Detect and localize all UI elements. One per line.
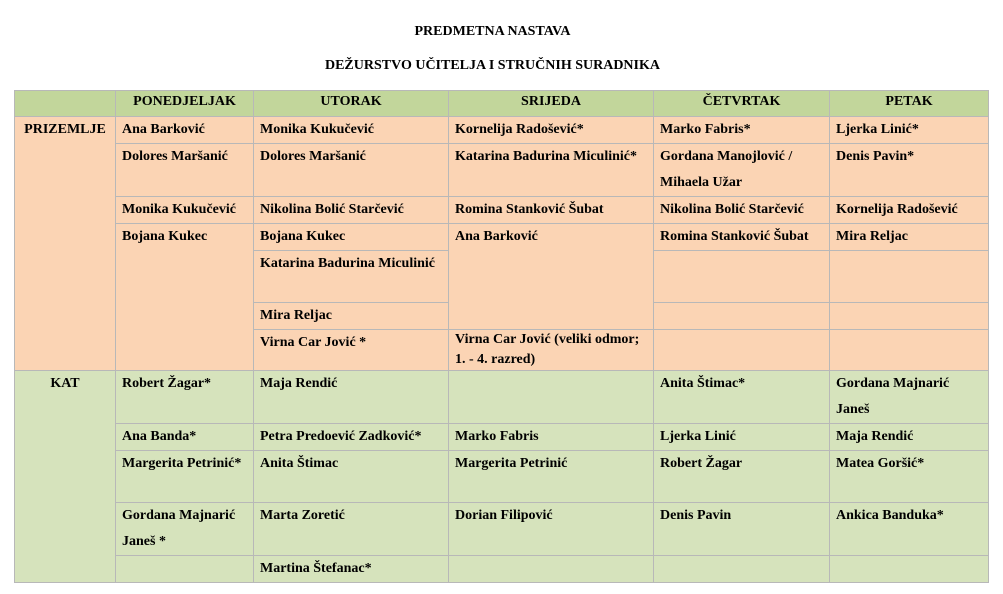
table-cell: Gordana Majnarić Janeš * — [116, 503, 254, 556]
table-row — [15, 503, 989, 556]
table-row — [15, 117, 989, 144]
table-cell: Virna Car Jović (veliki odmor; 1. - 4. razred) — [449, 330, 654, 371]
table-cell: Gordana Majnarić Janeš — [830, 371, 989, 424]
table-cell: Marta Zoretić — [254, 503, 449, 556]
row-header-kat: KAT — [15, 371, 116, 583]
table-cell-empty — [654, 556, 830, 583]
table-cell: Bojana Kukec — [116, 224, 254, 371]
table-cell: Petra Predoević Zadković* — [254, 424, 449, 451]
table-header-row — [15, 91, 989, 117]
table-cell: Ankica Banduka* — [830, 503, 989, 556]
table-cell-empty — [654, 303, 830, 330]
table-cell-empty — [654, 251, 830, 303]
table-row — [15, 197, 989, 224]
table-cell: Margerita Petrinić* — [116, 451, 254, 503]
table-cell: Maja Rendić — [254, 371, 449, 424]
table-cell: Anita Štimac — [254, 451, 449, 503]
table-cell — [449, 371, 654, 424]
table-cell: Denis Pavin — [654, 503, 830, 556]
table-cell: Romina Stanković Šubat — [449, 197, 654, 224]
page-subtitle: DEŽURSTVO UČITELJA I STRUČNIH SURADNIKA — [324, 58, 660, 73]
table-cell-empty — [830, 556, 989, 583]
table-cell: Ana Barković — [116, 117, 254, 144]
column-header-empty — [15, 91, 116, 117]
table-cell: Marko Fabris — [449, 424, 654, 451]
table-cell: Virna Car Jović * — [254, 330, 449, 371]
column-header-utorak: UTORAK — [254, 91, 449, 117]
table-cell: Marko Fabris* — [654, 117, 830, 144]
table-cell: Gordana Manojlović / Mihaela Užar — [654, 144, 830, 197]
table-cell: Mira Reljac — [254, 303, 449, 330]
column-header-ponedjeljak: PONEDJELJAK — [116, 91, 254, 117]
row-header-prizemlje: PRIZEMLJE — [15, 117, 116, 371]
table-cell-empty — [654, 330, 830, 371]
page-title: PREDMETNA NASTAVA — [414, 24, 571, 39]
table-cell: Ana Banda* — [116, 424, 254, 451]
table-cell: Robert Žagar* — [116, 371, 254, 424]
column-header-petak: PETAK — [830, 91, 989, 117]
table-cell: Kornelija Radošević* — [449, 117, 654, 144]
table-cell: Bojana Kukec — [254, 224, 449, 251]
table-cell-empty — [449, 556, 654, 583]
table-cell: Dolores Maršanić — [116, 144, 254, 197]
table-cell: Anita Štimac* — [654, 371, 830, 424]
table-cell-empty — [830, 251, 989, 303]
table-cell: Margerita Petrinić — [449, 451, 654, 503]
table-cell-empty — [830, 303, 989, 330]
table-row — [15, 451, 989, 503]
table-cell: Maja Rendić — [830, 424, 989, 451]
table-cell: Robert Žagar — [654, 451, 830, 503]
table-cell: Denis Pavin* — [830, 144, 989, 197]
table-cell: Nikolina Bolić Starčević — [254, 197, 449, 224]
table-row — [15, 556, 989, 583]
table-cell: Ljerka Linić* — [830, 117, 989, 144]
table-row — [15, 144, 989, 197]
table-cell: Matea Goršić* — [830, 451, 989, 503]
table-row — [15, 424, 989, 451]
table-row — [15, 224, 989, 251]
table-cell: Monika Kukučević — [116, 197, 254, 224]
table-cell: Ljerka Linić — [654, 424, 830, 451]
table-cell: Mira Reljac — [830, 224, 989, 251]
table-cell: Dolores Maršanić — [254, 144, 449, 197]
table-cell: Katarina Badurina Miculinić — [254, 251, 449, 303]
table-cell-empty — [116, 556, 254, 583]
table-cell: Martina Štefanac* — [254, 556, 449, 583]
table-row — [15, 371, 989, 424]
column-header-cetvrtak: ČETVRTAK — [654, 91, 830, 117]
table-cell-empty — [830, 330, 989, 371]
table-cell: Monika Kukučević — [254, 117, 449, 144]
table-cell: Dorian Filipović — [449, 503, 654, 556]
table-cell: Ana Barković — [449, 224, 654, 330]
duty-schedule-table — [14, 90, 989, 583]
table-cell: Romina Stanković Šubat — [654, 224, 830, 251]
table-cell: Nikolina Bolić Starčević — [654, 197, 830, 224]
table-cell: Katarina Badurina Miculinić* — [449, 144, 654, 197]
table-cell: Kornelija Radošević — [830, 197, 989, 224]
column-header-srijeda: SRIJEDA — [449, 91, 654, 117]
